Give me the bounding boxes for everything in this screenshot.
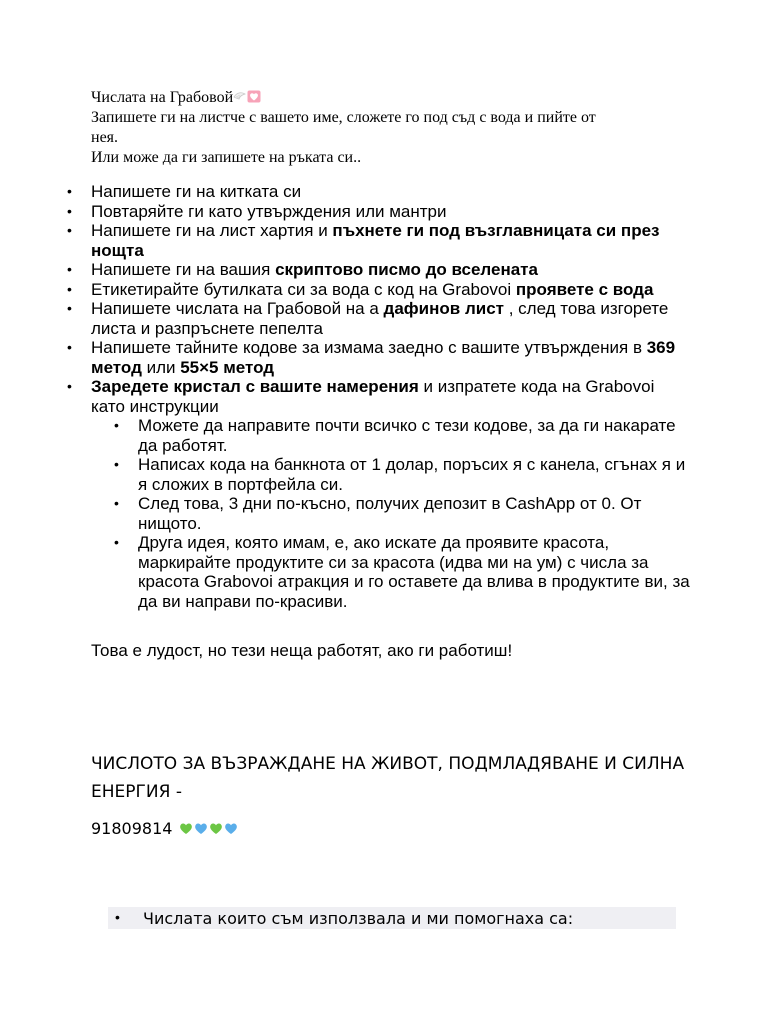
list-item	[91, 182, 691, 202]
highlighted-list-item: Числата които съм използвала и ми помогнаха са:	[143, 909, 574, 928]
wing-icon	[233, 91, 246, 102]
list-item-text: Напишете тайните кодове за измама заедно с вашите утвърждения в	[91, 338, 647, 357]
list-item-text: Напишете ги на лист хартия и	[91, 221, 333, 240]
list-item-bold: проявете с вода	[515, 279, 654, 299]
list-item	[91, 299, 691, 338]
list-item-text: Напишете числата на Грабовой на а	[91, 299, 384, 318]
list-item-bold: скриптово писмо до вселената	[275, 260, 538, 279]
energy-number-heading: ЧИСЛОТО ЗА ВЪЗРАЖДАНЕ НА ЖИВОТ, ПОДМЛАДЯВАНЕ И СИЛНА ЕНЕРГИЯ -	[91, 754, 685, 802]
list-item-text: , след това изгорете листа и разпръснете пепелта	[91, 299, 669, 338]
sub-list-item: • Друга идея, която имам, е, ако искате да проявите красота, маркирайте продуктите си за красота (идва ми на ум) с числа за красота Grabovoi атракция и го оставете да влива в продуктите ви, за да ви направи по-красиви.	[138, 533, 691, 611]
intro-block	[91, 88, 691, 168]
blue-heart-icon	[224, 822, 238, 835]
tips-list	[91, 182, 691, 611]
sub-list-item: • Можете да направите почти всичко с тези кодове, за да ги накарате да работят.	[138, 416, 691, 455]
intro-line-1b: нея.	[91, 129, 119, 146]
energy-number: 91809814	[91, 819, 173, 838]
intro-title: Числата на Грабовой	[91, 89, 234, 106]
energy-number-line	[91, 818, 238, 840]
list-item	[91, 202, 691, 222]
list-item-bold: пъхнете ги под възглавницата си през нощта	[91, 221, 660, 260]
list-item-text: Етикетирайте бутилката си за вода с код на Grabovoi	[91, 279, 516, 299]
list-item-bold: 369 метод	[91, 338, 676, 377]
blue-heart-icon	[194, 822, 208, 835]
bullet-icon: •	[115, 909, 120, 925]
green-heart-icon	[209, 822, 223, 835]
list-item	[91, 280, 691, 300]
list-item-text: Напишете ги на китката си	[91, 182, 302, 201]
sub-list-item: • След това, 3 дни по-късно, получих депозит в CashApp от 0. От нищото.	[138, 494, 691, 533]
intro-line-1: Запишете ги на листче с вашето име, сложете го под съд с вода и пийте от	[91, 109, 596, 126]
list-item-text: Напишете ги на вашия	[91, 260, 276, 279]
list-item-text: или	[141, 357, 181, 377]
list-item	[91, 260, 691, 280]
intro-title-line	[91, 88, 691, 108]
list-item-bold: Заредете кристал с вашите намерения	[91, 377, 419, 396]
sub-list	[91, 416, 691, 611]
intro-line-2: Или може да ги запишете на ръката си..	[91, 149, 362, 166]
sub-list-item: • Написах кода на банкнота от 1 долар, поръсих я с канела, сгънах я и я сложих в портфейла си.	[138, 455, 691, 494]
list-item-text: и изпратете кода на Grabovoi като инструкции	[91, 377, 655, 416]
list-item	[91, 377, 691, 611]
list-item-bold: 55×5 метод	[180, 357, 275, 377]
list-item	[91, 338, 691, 377]
list-item-bold: дафинов лист	[383, 299, 504, 318]
list-item	[91, 221, 691, 260]
closing-text: Това е лудост, но тези неща работят, ако ги работиш!	[91, 641, 513, 660]
list-item-text: Повтаряйте ги като утвърждения или мантри	[91, 201, 447, 221]
heart-box-icon	[247, 90, 261, 103]
green-heart-icon	[179, 822, 193, 835]
